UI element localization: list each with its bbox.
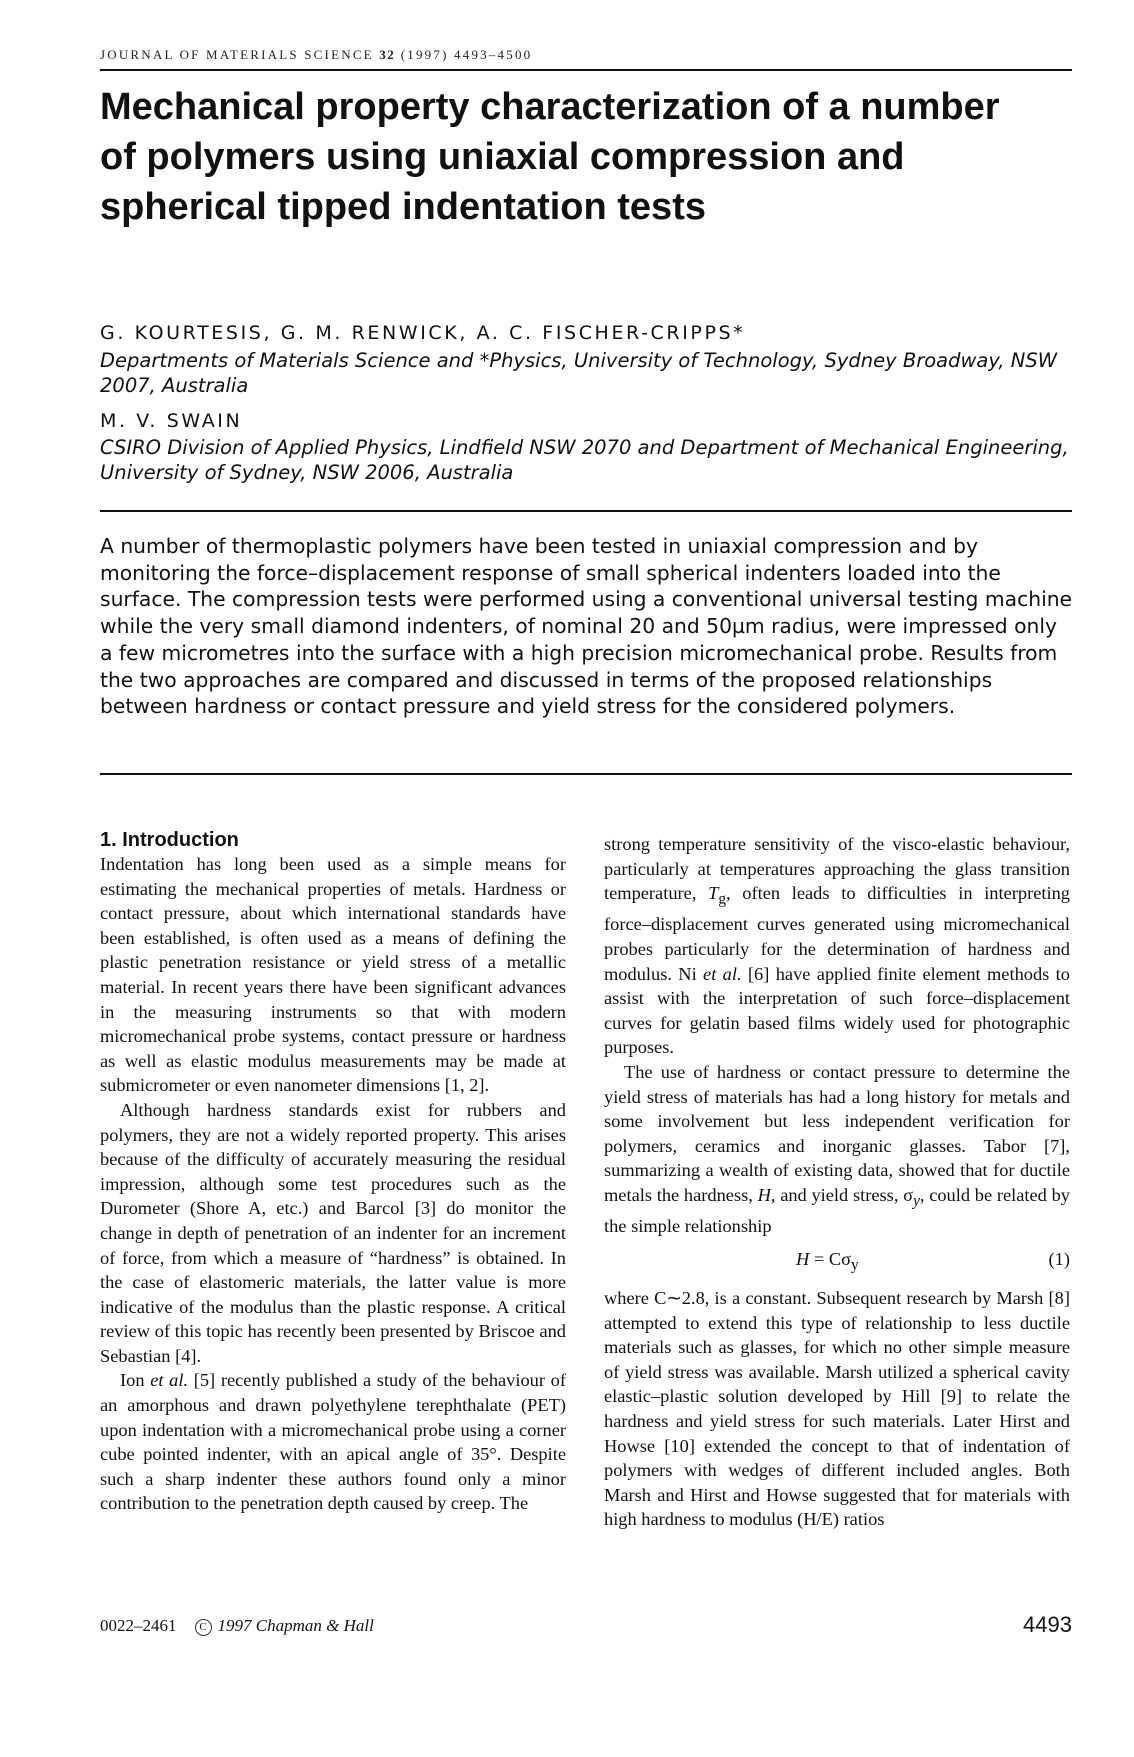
journal-header	[100, 47, 1072, 63]
text-run: H	[757, 1184, 771, 1205]
text-run: et al.	[150, 1370, 189, 1391]
abstract-top-rule	[100, 510, 1072, 512]
journal-year-pages: (1997) 4493–4500	[400, 47, 533, 62]
affiliation-1: Departments of Materials Science and *Physics, University of Technology, Sydney Broadway, NSW 2007, Australia	[100, 349, 1058, 397]
issn: 0022–2461	[100, 1616, 177, 1635]
text-run: = Cσ	[809, 1248, 852, 1269]
affiliation-2: CSIRO Division of Applied Physics, Lindfield NSW 2070 and Department of Mechanical Engineering, University of Sydney, NSW 2006, Australia	[100, 436, 1069, 484]
publisher: 1997 Chapman & Hall	[217, 1616, 374, 1635]
text-run: T	[708, 883, 719, 904]
subscript: y	[913, 1192, 920, 1210]
equation-body	[796, 1247, 859, 1278]
equation-1	[604, 1247, 1070, 1278]
paragraph: where C∼2.8, is a constant. Subsequent research by Marsh [8] attempted to extend this type of relationship to less ductile materials such as glasses, for which no other simple measure of yield stress was available. Marsh utilized a spherical cavity elastic–plastic solution developed by Hill [9] to relate the hardness and yield stress for such materials. Later Hirst and Howse [10] extended the concept to that of indentation of polymers with wedges of different included angles. Both Marsh and Hirst and Howse suggested that for materials with high hardness to modulus (H/E) ratios	[604, 1288, 1070, 1530]
left-column	[100, 828, 566, 1516]
text-run: [5] recently published a study of the behaviour of an amorphous and drawn polyethylene terephthalate (PET) upon indentation with a micromechanical probe using a corner cube pointed indenter, with an apical angle of 35°. Despite such a sharp indenter these authors found only a minor contribution to the penetration depth caused by creep. The	[100, 1370, 566, 1514]
text-run: H	[796, 1248, 810, 1269]
text-run: strong temperature sensitivity of the visco-elastic behaviour, particularly at temperatures approaching the glass transition temperature,	[604, 834, 1070, 904]
copyright-icon: C	[195, 1619, 212, 1636]
abstract-bottom-rule	[100, 773, 1072, 775]
subscript: g	[718, 890, 726, 908]
paragraph: Indentation has long been used as a simple means for estimating the mechanical properties of metals. Hardness or contact pressure, about which international standards have been established, is often used as a means of defining the plastic penetration resistance or yield stress of a metallic material. In recent years there have been significant advances in the measuring instruments so that with modern micromechanical probe systems, contact pressure or hardness as well as elastic modulus measurements may be made at submicrometer or even nanometer dimensions [1, 2].	[100, 854, 566, 1096]
header-rule	[100, 69, 1072, 71]
paragraph	[100, 1368, 566, 1516]
text-run: [6] have applied finite element methods to assist with the interpretation of such force–displacement curves for gelatin based films widely used for photographic purposes.	[604, 963, 1070, 1058]
text-run: The use of hardness or contact pressure to determine the yield stress of materials has had a long history for metals and some involvement but less independent verification for polymers, ceramics and inorganic glasses. Tabor [7], summarizing a wealth of existing data, showed that for ductile metals the hardness,	[604, 1062, 1070, 1205]
text-run: , often leads to difficulties in interpreting force–displacement curves generated using micromechanical probes particularly for the determination of hardness and modulus. Ni	[604, 883, 1070, 984]
paper-title: Mechanical property characterization of a number of polymers using uniaxial compression and spherical tipped indentation tests	[100, 86, 1000, 228]
text-run: et al.	[703, 963, 742, 984]
journal-volume: 32	[379, 47, 396, 62]
text-run: , and yield stress, σ	[770, 1184, 914, 1205]
journal-name: JOURNAL OF MATERIALS SCIENCE	[100, 47, 374, 62]
subscript: y	[851, 1256, 859, 1274]
paragraph: Although hardness standards exist for rubbers and polymers, they are not a widely reported property. This arises because of the difficulty of accurately measuring the residual impression, although some test procedures such as the Durometer (Shore A, etc.) and Barcol [3] do monitor the change in depth of penetration of an indenter for an increment of force, from which a measure of “hardness” is obtained. In the case of elastomeric materials, the latter value is more indicative of the modulus than the plastic response. A critical review of this topic has recently been presented by Briscoe and Sebastian [4].	[100, 1099, 566, 1366]
footer-left	[100, 1616, 374, 1636]
authors-group-2: M. V. SWAIN	[100, 410, 243, 432]
right-column	[604, 832, 1070, 1532]
text-run: Ion	[120, 1370, 151, 1391]
equation-number: (1)	[1048, 1248, 1070, 1269]
paragraph	[604, 1060, 1070, 1239]
text-run: , could be related by the simple relationship	[604, 1184, 1070, 1237]
authors-group-1: G. KOURTESIS, G. M. RENWICK, A. C. FISCHER-CRIPPS*	[100, 322, 746, 344]
page-number: 4493	[1023, 1612, 1072, 1637]
section-heading: 1. Introduction	[100, 829, 239, 851]
abstract: A number of thermoplastic polymers have been tested in uniaxial compression and by monitoring the force–displacement response of small spherical indenters loaded into the surface. The compression tests were performed using a conventional universal testing machine while the very small diamond indenters, of nominal 20 and 50µm radius, were impressed only a few micrometres into the surface with a high precision micromechanical probe. Results from the two approaches are compared and discussed in terms of the proposed relationships between hardness or contact pressure and yield stress for the considered polymers.	[100, 534, 1073, 719]
paragraph	[604, 832, 1070, 1060]
